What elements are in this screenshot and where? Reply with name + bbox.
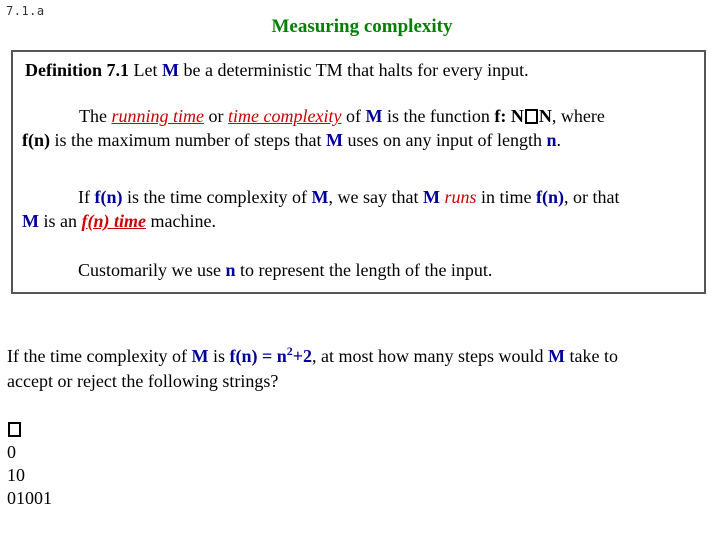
definition-paragraph-3: Customarily we use n to represent the length of the input. bbox=[78, 260, 493, 280]
missing-glyph-icon bbox=[8, 422, 21, 437]
list-item: 0 bbox=[7, 442, 16, 462]
definition-paragraph-1: The running time or time complexity of M is the function f: N N, where bbox=[79, 106, 605, 126]
list-item: 10 bbox=[7, 465, 25, 485]
question-text: If the time complexity of M is $f(n) = n^2+2$, at most how many steps would M take to accept or reject the following strings? bbox=[7, 344, 618, 391]
missing-glyph-icon bbox=[525, 109, 538, 124]
definition-intro: Definition 7.1 Let M be a deterministic TM that halts for every input. bbox=[25, 60, 529, 80]
input-strings-list bbox=[7, 418, 52, 510]
page-title: Measuring complexity bbox=[271, 16, 453, 37]
term-fn-time: f(n) time bbox=[81, 211, 146, 231]
definition-paragraph-1-cont: f(n) is the maximum number of steps that M uses on any input of length n. bbox=[22, 130, 561, 150]
definition-paragraph-2: If f(n) is the time complexity of M, we say that M runs in time f(n), or that bbox=[78, 187, 620, 207]
slide-number: 7.1.a bbox=[6, 4, 45, 18]
list-item bbox=[7, 418, 52, 441]
term-time-complexity: time complexity bbox=[227, 106, 342, 126]
complexity-formula: $f(n) = n^2+2$ bbox=[229, 344, 312, 366]
list-item: 01001 bbox=[7, 488, 52, 508]
term-running-time: running time bbox=[111, 106, 204, 126]
definition-box bbox=[11, 50, 706, 294]
term-runs: runs bbox=[444, 187, 477, 207]
definition-paragraph-2-cont: M is an f(n) time machine. bbox=[22, 211, 216, 231]
definition-heading: Definition 7.1 bbox=[25, 60, 130, 80]
